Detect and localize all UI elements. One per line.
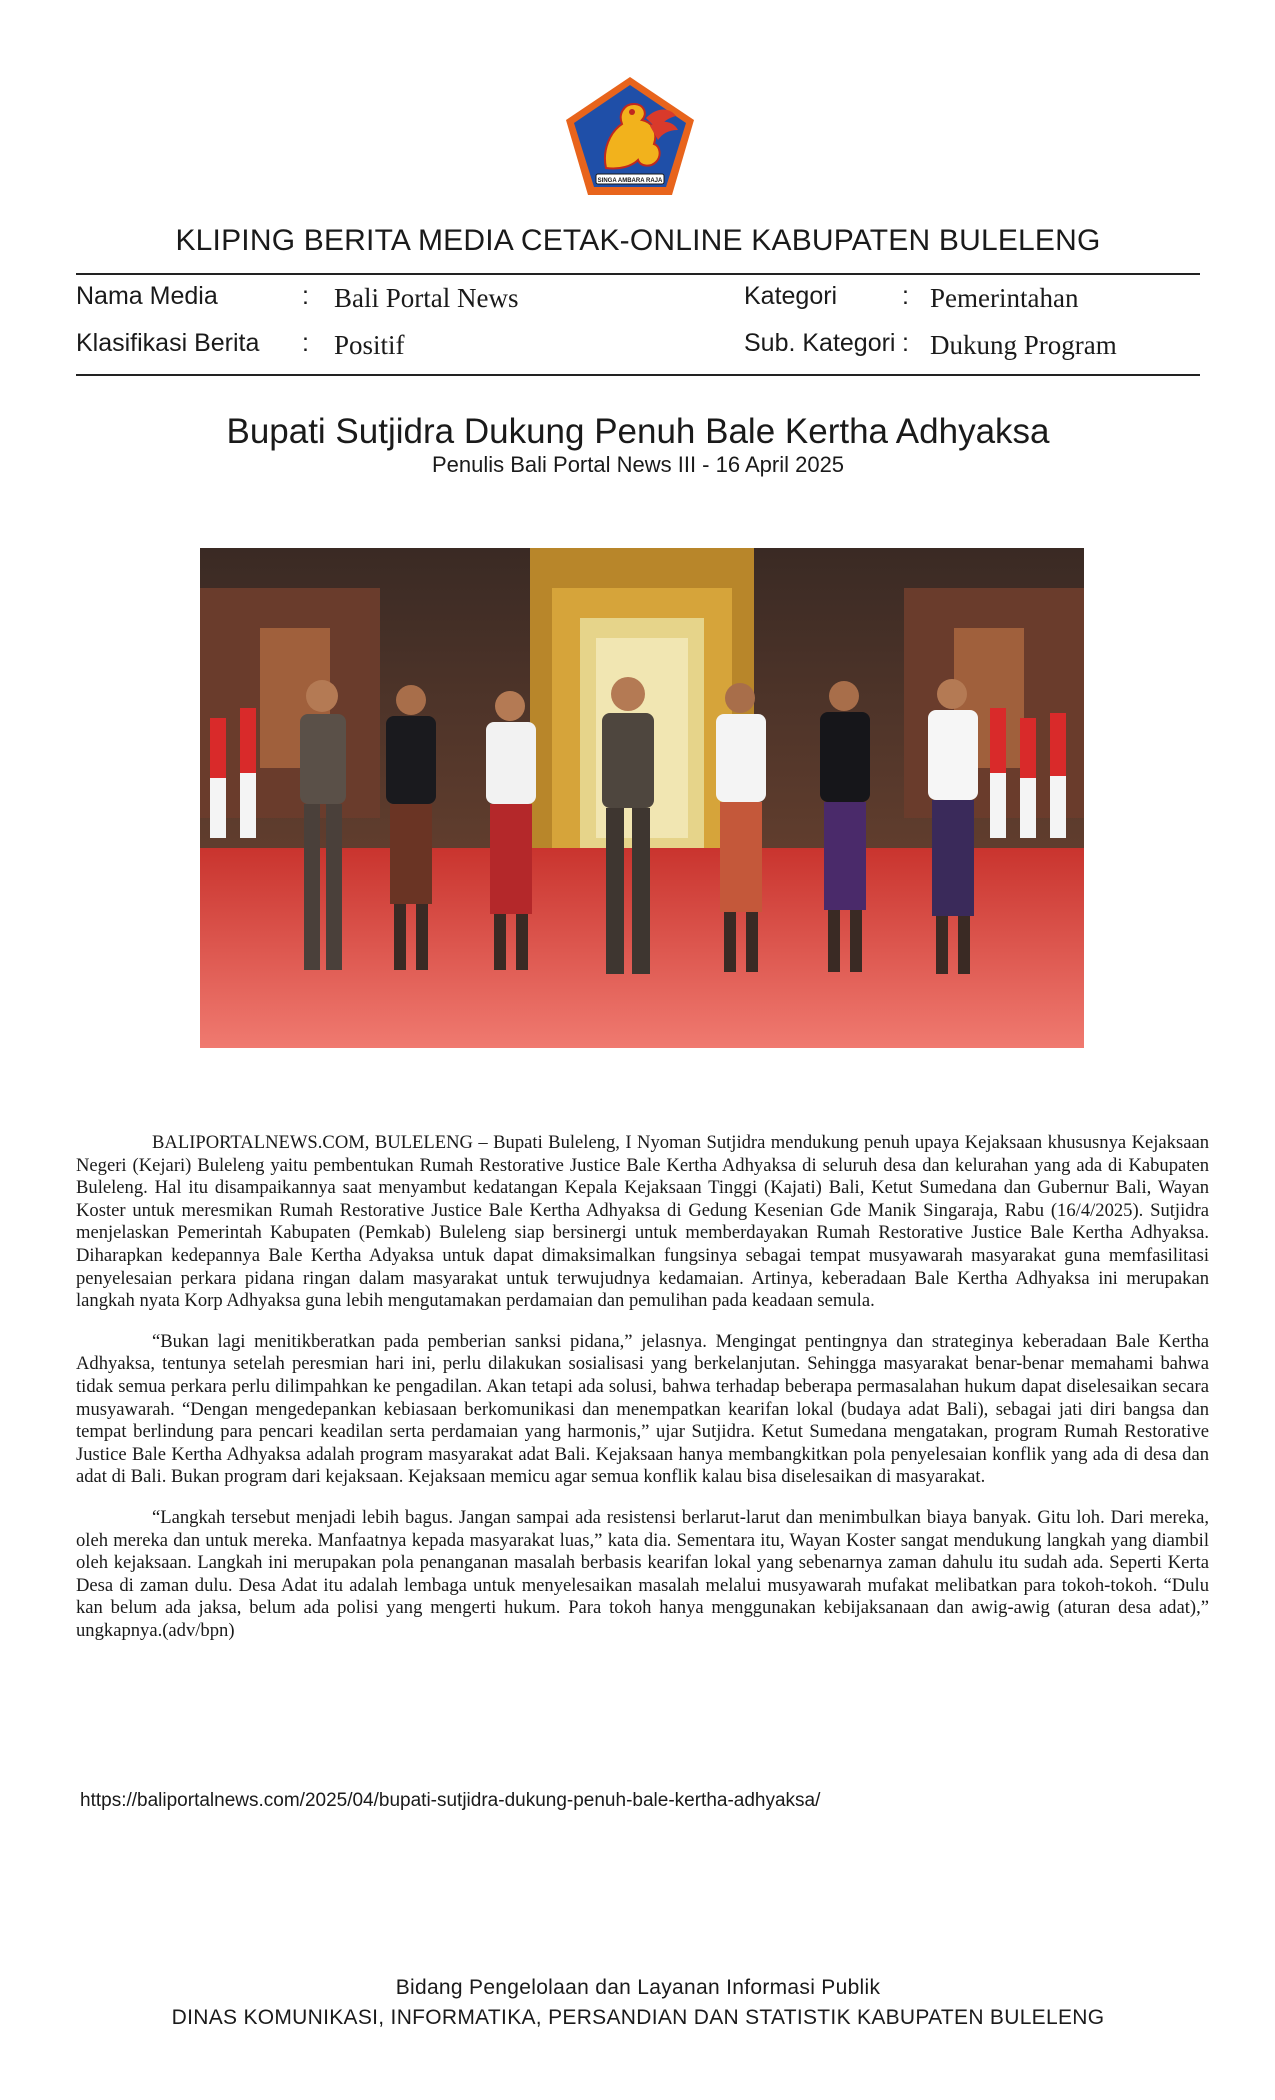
media-colon: : <box>302 282 309 310</box>
article-body <box>76 1132 1209 1660</box>
subkategori-value: Dukung Program <box>930 330 1117 360</box>
article-paragraph: “Bukan lagi menitikberatkan pada pemberian sanksi pidana,” jelasnya. Mengingat pentingnya dan strateginya keberadaan Bale Kertha Adhyaksa, tentunya setelah peresmian hari ini, perlu dilakukan sosialisasi yang berkelanjutan. Sehingga masyarakat benar-benar memahami bahwa tidak semua perkara perlu dilimpahkan ke pengadilan. Akan tetapi ada solusi, bahwa terhadap beberapa permasalahan hukum dapat diselesaikan secara musyawarah. “Dengan mengedepankan kebiasaan berkomunikasi dan menempatkan kearifan lokal (budaya adat Bali), sebagai jati diri bangsa dan tempat berlindung para pencari keadilan serta perdamaian yang harmonis,” ujar Sutjidra. Ketut Sumedana mengatakan, program Rumah Restorative Justice Bale Kertha Adhyaksa adalah program masyarakat adat Bali. Kejaksaan hanya membangkitkan pola penyelesaian konflik yang ada di desa dan adat di Bali. Bukan program dari kejaksaan. Kejaksaan memicu agar semua konflik kalau bisa diselesaikan di masyarakat. <box>76 1330 1209 1488</box>
kategori-value: Pemerintahan <box>930 283 1079 313</box>
source-url-link[interactable]: https://baliportalnews.com/2025/04/bupati-sutjidra-dukung-penuh-bale-kertha-adhyaksa/ <box>80 1790 821 1811</box>
media-label: Nama Media <box>76 282 218 310</box>
subkategori-label: Sub. Kategori <box>744 329 896 357</box>
subkategori-colon: : <box>902 329 909 357</box>
buleleng-logo <box>562 74 698 198</box>
klasifikasi-value: Positif <box>334 330 405 360</box>
article-title: Bupati Sutjidra Dukung Penuh Bale Kertha Adhyaksa <box>226 412 1050 451</box>
group-photo-illustration <box>200 548 1084 1048</box>
article-paragraph: “Langkah tersebut menjadi lebih bagus. Jangan sampai ada resistensi berlarut-larut dan menimbulkan biaya banyak. Gitu loh. Dari mereka, oleh mereka dan untuk mereka. Manfaatnya kepada masyarakat luas,” kata dia. Sementara itu, Wayan Koster sangat mendukung langkah yang diambil oleh kejaksaan. Langkah ini merupakan pola penanganan masalah berbasis kearifan lokal yang sebenarnya zaman dahulu itu sudah ada. Seperti Kerta Desa di zaman dulu. Desa Adat itu adalah lembaga untuk menyelesaikan masalah melalui musyawarah mufakat melibatkan para tokoh-tokoh. “Dulu kan belum ada jaksa, belum ada polisi yang mengerti hukum. Para tokoh hanya menggunakan kebijaksanaan dan awig-awig (aturan desa adat),” ungkapnya.(adv/bpn) <box>76 1506 1209 1641</box>
article-byline: Penulis Bali Portal News III - 16 April 2025 <box>431 452 845 477</box>
logo-motto: SINGA AMBARA RAJA <box>597 178 663 184</box>
footer-department: Bidang Pengelolaan dan Layanan Informasi Publik <box>395 1976 881 1999</box>
buleleng-coat-of-arms-icon <box>562 74 698 198</box>
header-top-rule <box>76 273 1200 275</box>
kategori-colon: : <box>902 282 909 310</box>
klasifikasi-label: Klasifikasi Berita <box>76 329 260 357</box>
footer-agency: DINAS KOMUNIKASI, INFORMATIKA, PERSANDIAN DAN STATISTIK KABUPATEN BULELENG <box>171 2006 1105 2029</box>
clipping-header-title: KLIPING BERITA MEDIA CETAK-ONLINE KABUPATEN BULELENG <box>175 224 1101 257</box>
klasifikasi-colon: : <box>302 329 309 357</box>
article-photo <box>200 548 1084 1048</box>
header-bottom-rule <box>76 374 1200 376</box>
media-value: Bali Portal News <box>334 283 519 313</box>
kategori-label: Kategori <box>744 282 838 310</box>
article-paragraph: BALIPORTALNEWS.COM, BULELENG – Bupati Buleleng, I Nyoman Sutjidra mendukung penuh upaya Kejaksaan khususnya Kejaksaan Negeri (Kejari) Buleleng yaitu pembentukan Rumah Restorative Justice Bale Kertha Adhyaksa di seluruh desa dan kelurahan yang ada di Kabupaten Buleleng. Hal itu disampaikannya saat menyambut kedatangan Kepala Kejaksaan Tinggi (Kajati) Bali, Ketut Sumedana dan Gubernur Bali, Wayan Koster untuk meresmikan Rumah Restorative Justice Bale Kertha Adhyaksa di Gedung Kesenian Gde Manik Singaraja, Rabu (16/4/2025). Sutjidra menjelaskan Pemerintah Kabupaten (Pemkab) Buleleng siap bersinergi untuk memberdayakan Rumah Restorative Justice Bale Kertha Adhyaksa. Diharapkan kedepannya Bale Kertha Adyaksa untuk dapat dimaksimalkan fungsinya sebagai tempat musyawarah masyarakat guna memfasilitasi penyelesaian perkara pidana ringan dalam masyarakat untuk terwujudnya kedamaian. Artinya, keberadaan Bale Kertha Adhyaksa ini merupakan langkah nyata Korp Adhyaksa guna lebih mengutamakan perdamaian dan pemulihan pada keadaan semula. <box>76 1132 1209 1312</box>
